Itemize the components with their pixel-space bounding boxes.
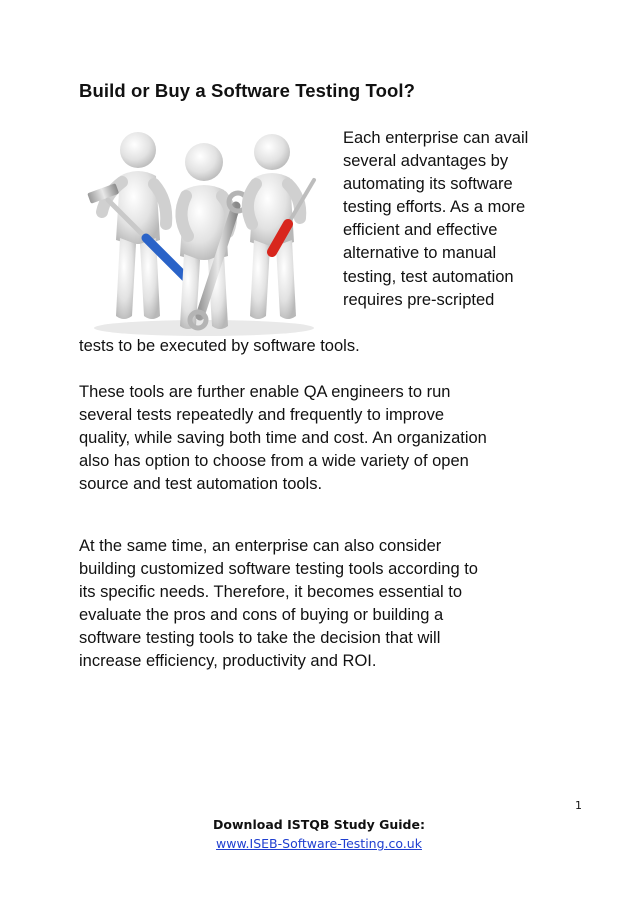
text-line: increase efficiency, productivity and ROI. — [79, 652, 377, 671]
page-number: 1 — [575, 799, 582, 812]
text-line: evaluate the pros and cons of buying or building a — [79, 606, 444, 625]
text-line: several advantages by — [343, 152, 509, 171]
text-line: several tests repeatedly and frequently to improve — [79, 406, 445, 425]
text-line: also has option to choose from a wide variety of open — [79, 452, 469, 471]
text-line: alternative to manual — [343, 244, 497, 263]
intro-last-line: tests to be executed by software tools. — [79, 337, 360, 355]
illustration-three-figures-with-tools — [76, 120, 332, 340]
text-line: testing, test automation — [343, 267, 514, 286]
text-line: automating its software — [343, 175, 513, 194]
footer — [0, 815, 638, 853]
text-line: At the same time, an enterprise can also consider — [79, 537, 442, 555]
text-line: its specific needs. Therefore, it becomes essential to — [79, 583, 463, 602]
text-line: software testing tools to take the decision that will — [79, 629, 441, 648]
text-line: source and test automation tools. — [79, 475, 323, 494]
text-line: building customized software testing tools according to — [79, 560, 478, 579]
text-line: These tools are further enable QA engineers to run — [79, 383, 451, 401]
intro-wrapped-text — [343, 127, 583, 312]
paragraph-3 — [79, 535, 579, 674]
figure-right-icon — [248, 134, 300, 319]
text-line: Each enterprise can avail — [343, 129, 529, 147]
text-line: efficient and effective — [343, 221, 498, 240]
footer-label: Download ISTQB Study Guide: — [213, 817, 425, 832]
document-title: Build or Buy a Software Testing Tool? — [79, 80, 416, 101]
text-line: quality, while saving both time and cost. An organization — [79, 429, 487, 448]
footer-website-link[interactable]: www.ISEB-Software-Testing.co.uk — [216, 836, 422, 851]
paragraph-2 — [79, 381, 579, 496]
text-line: testing efforts. As a more — [343, 198, 526, 217]
text-line: requires pre-scripted — [343, 290, 495, 309]
